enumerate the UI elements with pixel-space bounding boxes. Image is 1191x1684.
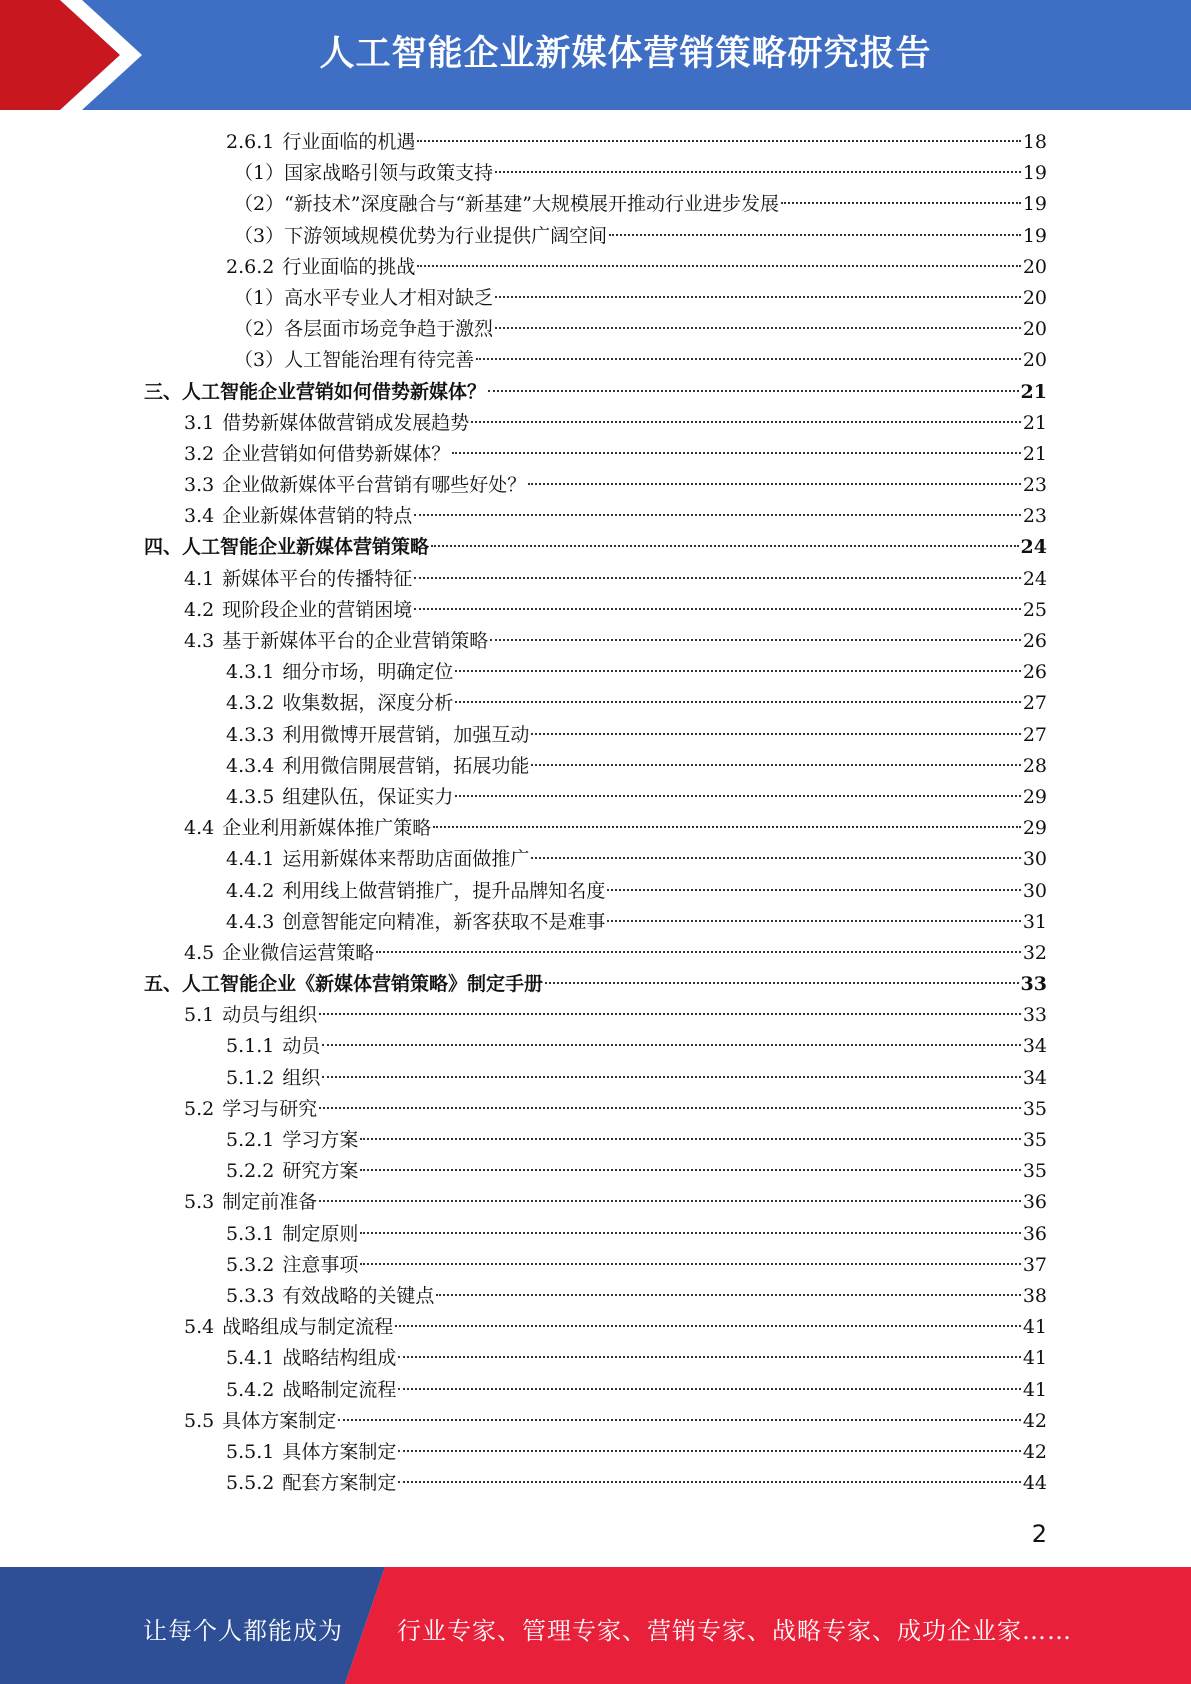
report-title: 人工智能企业新媒体营销策略研究报告	[319, 34, 932, 74]
toc-dot-leader	[395, 1325, 1021, 1327]
toc-entry-number: 4.4.3	[226, 910, 275, 933]
toc-dot-leader	[417, 265, 1020, 267]
toc-entry-title: 具体方案制定	[222, 1409, 337, 1432]
toc-entry[interactable]	[0, 127, 1191, 158]
toc-entry[interactable]	[0, 1343, 1191, 1374]
toc-entry-number: 4.5	[184, 941, 215, 964]
toc-dot-leader	[471, 421, 1021, 423]
toc-entry-number: 5.4.1	[226, 1347, 275, 1370]
toc-dot-leader	[338, 1419, 1021, 1421]
toc-dot-leader	[414, 608, 1021, 610]
toc-entry[interactable]	[0, 626, 1191, 657]
toc-entry-page: 35	[1022, 1129, 1047, 1151]
toc-entry-page: 33	[1022, 1004, 1047, 1027]
toc-entry-page: 31	[1022, 910, 1047, 933]
toc-dot-leader	[360, 1263, 1020, 1265]
toc-dot-leader	[360, 1138, 1020, 1140]
toc-entry[interactable]	[0, 1219, 1191, 1250]
toc-entry-number: 3.2	[184, 442, 215, 465]
toc-entry[interactable]	[0, 1094, 1191, 1125]
toc-entry-number: 五、	[144, 973, 183, 996]
toc-entry-title: 有效战略的关键点	[282, 1284, 435, 1307]
toc-entry[interactable]	[0, 377, 1191, 408]
toc-entry-page: 20	[1022, 349, 1047, 372]
toc-dot-leader	[414, 514, 1021, 516]
toc-entry-title: 企业利用新媒体推广策略	[222, 817, 432, 840]
toc-entry-title: 研究方案	[282, 1160, 359, 1183]
toc-entry-page: 21	[1022, 442, 1047, 465]
toc-entry-page: 34	[1022, 1066, 1047, 1089]
toc-entry-page: 41	[1022, 1347, 1047, 1370]
toc-entry-page: 26	[1022, 661, 1047, 684]
toc-entry-number: 5.5	[184, 1409, 215, 1432]
toc-entry-title: 行业面临的机遇	[282, 131, 416, 153]
toc-entry-number: 4.1	[184, 567, 215, 590]
toc-entry-number: 5.4	[184, 1316, 215, 1339]
toc-dot-leader	[781, 202, 1021, 204]
toc-entry-number: 4.3.1	[226, 661, 275, 684]
toc-entry-number: 5.2	[184, 1097, 215, 1120]
toc-entry[interactable]	[0, 813, 1191, 844]
toc-entry-title: 企业新媒体营销的特点	[222, 505, 413, 528]
toc-entry-page: 29	[1022, 785, 1047, 808]
toc-entry[interactable]	[0, 1468, 1191, 1499]
toc-entry-title: 组建队伍，保证实力	[282, 785, 454, 808]
toc-entry-number: 4.3.5	[226, 785, 275, 808]
toc-entry-title: 学习与研究	[222, 1097, 318, 1120]
toc-entry-number: 3.4	[184, 505, 215, 528]
toc-entry-title: 学习方案	[282, 1129, 359, 1151]
toc-entry-page: 34	[1022, 1035, 1047, 1058]
toc-entry-number: 4.3.3	[226, 723, 275, 746]
toc-entry-number: 2.6.2	[226, 255, 275, 278]
toc-entry-title: 人工智能企业《新媒体营销策略》制定手册	[182, 973, 544, 996]
toc-entry-number: 4.3	[184, 630, 215, 652]
toc-entry[interactable]	[0, 1187, 1191, 1218]
toc-entry[interactable]	[0, 782, 1191, 813]
toc-entry-page: 35	[1022, 1160, 1047, 1183]
toc-entry[interactable]	[0, 189, 1191, 220]
toc-dot-leader	[531, 733, 1020, 735]
toc-entry-title: 企业做新媒体平台营销有哪些好处？	[222, 474, 527, 497]
toc-entry-page: 27	[1022, 692, 1047, 715]
toc-entry-number: 5.4.2	[226, 1378, 275, 1401]
toc-entry-number: （2）	[234, 318, 285, 341]
toc-entry[interactable]	[0, 751, 1191, 782]
toc-entry-page: 19	[1022, 224, 1047, 247]
toc-dot-leader	[455, 701, 1020, 703]
toc-entry-number: 5.2.1	[226, 1129, 275, 1151]
page-header	[0, 0, 1191, 110]
toc-entry-number: 5.3	[184, 1191, 215, 1214]
toc-entry-number: 3.3	[184, 474, 215, 497]
toc-entry-page: 41	[1022, 1316, 1047, 1339]
toc-entry[interactable]	[0, 1156, 1191, 1187]
toc-entry-number: 三、	[144, 380, 183, 403]
toc-entry-page: 19	[1022, 162, 1047, 185]
toc-entry-page: 19	[1022, 193, 1047, 216]
toc-dot-leader	[322, 1076, 1020, 1078]
toc-entry-title: 国家战略引领与政策支持	[284, 162, 494, 185]
toc-entry-page: 23	[1022, 474, 1047, 497]
toc-dot-leader	[398, 1356, 1020, 1358]
toc-entry-page: 20	[1022, 255, 1047, 278]
toc-entry-title: 动员与组织	[222, 1004, 318, 1027]
toc-entry[interactable]	[0, 657, 1191, 688]
toc-entry[interactable]	[0, 408, 1191, 439]
toc-entry[interactable]	[0, 1281, 1191, 1312]
toc-dot-leader	[398, 1481, 1020, 1483]
footer-slogan-right: 行业专家、管理专家、营销专家、战略专家、成功企业家……	[397, 1617, 1072, 1645]
toc-entry-title: 人工智能企业新媒体营销策略	[182, 536, 430, 559]
toc-entry[interactable]	[0, 221, 1191, 252]
toc-entry[interactable]	[0, 158, 1191, 189]
toc-dot-leader	[360, 1169, 1020, 1171]
toc-entry-title: 企业营销如何借势新媒体？	[222, 442, 451, 465]
toc-entry-page: 30	[1022, 848, 1047, 871]
toc-entry-number: 4.3.4	[226, 754, 275, 777]
toc-entry-page: 44	[1022, 1472, 1047, 1495]
toc-entry[interactable]	[0, 1406, 1191, 1437]
toc-dot-leader	[545, 982, 1019, 984]
toc-dot-leader	[452, 452, 1021, 454]
toc-entry-number: 5.3.1	[226, 1222, 275, 1245]
toc-dot-leader	[319, 1200, 1021, 1202]
toc-entry-title: 动员	[282, 1035, 321, 1058]
toc-entry-page: 36	[1022, 1191, 1047, 1214]
toc-entry-title: 高水平专业人才相对缺乏	[284, 286, 494, 309]
toc-entry-title: 人工智能治理有待完善	[284, 349, 475, 372]
toc-entry-number: （3）	[234, 349, 285, 372]
toc-entry-page: 26	[1022, 630, 1047, 652]
toc-dot-leader	[490, 639, 1021, 641]
toc-entry-number: （1）	[234, 162, 285, 185]
toc-entry-title: 人工智能企业营销如何借势新媒体？	[182, 380, 487, 403]
toc-entry-title: 运用新媒体来帮助店面做推广	[282, 848, 530, 871]
toc-entry-page: 37	[1022, 1253, 1047, 1276]
toc-entry-title: 各层面市场竞争趋于激烈	[284, 318, 494, 341]
footer-slogan-left: 让每个人都能成为	[143, 1617, 343, 1645]
toc-entry-number: 5.3.3	[226, 1284, 275, 1307]
toc-entry-page: 20	[1022, 318, 1047, 341]
toc-entry-number: 4.4.1	[226, 848, 275, 871]
toc-entry-page: 30	[1022, 879, 1047, 902]
toc-entry-number: 5.2.2	[226, 1160, 275, 1183]
toc-entry[interactable]	[0, 470, 1191, 501]
toc-dot-leader	[607, 889, 1020, 891]
toc-dot-leader	[417, 140, 1020, 142]
toc-entry[interactable]	[0, 501, 1191, 532]
toc-entry-page: 24	[1020, 536, 1047, 559]
toc-entry-page: 18	[1022, 131, 1047, 153]
toc-entry-page: 41	[1022, 1378, 1047, 1401]
toc-entry[interactable]	[0, 1000, 1191, 1031]
toc-entry-number: 3.1	[184, 411, 215, 434]
toc-entry[interactable]	[0, 1031, 1191, 1062]
toc-entry-title: 战略结构组成	[282, 1347, 397, 1370]
toc-entry[interactable]	[0, 345, 1191, 376]
toc-entry-title: 现阶段企业的营销困境	[222, 598, 413, 621]
toc-dot-leader	[488, 390, 1019, 392]
toc-dot-leader	[319, 1107, 1021, 1109]
toc-entry[interactable]	[0, 876, 1191, 907]
toc-entry-title: 基于新媒体平台的企业营销策略	[222, 630, 489, 652]
toc-dot-leader	[495, 296, 1021, 298]
toc-entry-title: 配套方案制定	[282, 1472, 397, 1495]
toc-entry-page: 38	[1022, 1284, 1047, 1307]
toc-entry-page: 36	[1022, 1222, 1047, 1245]
toc-entry-number: 5.5.2	[226, 1472, 275, 1495]
toc-entry-title: 创意智能定向精准，新客获取不是难事	[282, 910, 606, 933]
toc-entry-page: 21	[1022, 411, 1047, 434]
toc-entry-page: 24	[1022, 567, 1047, 590]
toc-entry[interactable]	[0, 938, 1191, 969]
toc-entry-number: （3）	[234, 224, 285, 247]
toc-dot-leader	[495, 327, 1021, 329]
toc-entry-title: 企业微信运营策略	[222, 941, 375, 964]
toc-entry-title: 利用线上做营销推广，提升品牌知名度	[282, 879, 606, 902]
toc-entry-title: 细分市场，明确定位	[282, 661, 454, 684]
toc-entry-number: 4.4.2	[226, 879, 275, 902]
table-of-contents	[0, 127, 1191, 1499]
toc-entry-title: 新媒体平台的传播特征	[222, 567, 413, 590]
toc-entry[interactable]	[0, 1437, 1191, 1468]
toc-dot-leader	[376, 951, 1021, 953]
toc-entry-number: 5.5.1	[226, 1440, 275, 1463]
toc-entry-page: 23	[1022, 505, 1047, 528]
toc-entry-page: 27	[1022, 723, 1047, 746]
toc-dot-leader	[319, 1013, 1021, 1015]
toc-entry[interactable]	[0, 532, 1191, 563]
toc-entry-title: 战略组成与制定流程	[222, 1316, 394, 1339]
toc-entry-number: 4.2	[184, 598, 215, 621]
toc-dot-leader	[414, 577, 1021, 579]
toc-entry-title: “新技术”深度融合与“新基建”大规模展开推动行业进步发展	[284, 193, 779, 216]
toc-entry-number: 4.4	[184, 817, 215, 840]
toc-entry-title: 战略制定流程	[282, 1378, 397, 1401]
toc-dot-leader	[607, 920, 1020, 922]
toc-entry-number: 2.6.1	[226, 131, 275, 153]
toc-entry-title: 组织	[282, 1066, 321, 1089]
toc-entry[interactable]	[0, 688, 1191, 719]
toc-entry-number: （2）	[234, 193, 285, 216]
toc-entry[interactable]	[0, 844, 1191, 875]
toc-entry-page: 25	[1022, 598, 1047, 621]
toc-entry-title: 注意事项	[282, 1253, 359, 1276]
toc-entry-title: 利用微信開展营销，拓展功能	[282, 754, 530, 777]
toc-entry-page: 20	[1022, 286, 1047, 309]
toc-entry[interactable]	[0, 907, 1191, 938]
toc-entry-number: 5.3.2	[226, 1253, 275, 1276]
toc-dot-leader	[609, 234, 1021, 236]
toc-dot-leader	[398, 1388, 1020, 1390]
toc-entry-page: 42	[1022, 1409, 1047, 1432]
page-number: 2	[1031, 1520, 1047, 1548]
toc-entry[interactable]	[0, 969, 1191, 1000]
page-footer	[0, 1567, 1191, 1684]
toc-entry-number: 4.3.2	[226, 692, 275, 715]
toc-entry[interactable]	[0, 1063, 1191, 1094]
toc-entry-title: 具体方案制定	[282, 1440, 397, 1463]
toc-dot-leader	[360, 1232, 1020, 1234]
toc-entry-number: 5.1	[184, 1004, 215, 1027]
toc-dot-leader	[436, 1294, 1020, 1296]
toc-entry[interactable]	[0, 1312, 1191, 1343]
toc-dot-leader	[431, 545, 1019, 547]
toc-entry[interactable]	[0, 595, 1191, 626]
toc-entry[interactable]	[0, 439, 1191, 470]
toc-entry-title: 行业面临的挑战	[282, 255, 416, 278]
toc-dot-leader	[476, 358, 1021, 360]
toc-entry-title: 借势新媒体做营销成发展趋势	[222, 411, 470, 434]
toc-entry-page: 28	[1022, 754, 1047, 777]
toc-dot-leader	[531, 764, 1020, 766]
toc-dot-leader	[531, 857, 1020, 859]
toc-dot-leader	[322, 1044, 1020, 1046]
toc-entry-title: 制定前准备	[222, 1191, 318, 1214]
toc-entry-page: 32	[1022, 941, 1047, 964]
toc-entry[interactable]	[0, 1375, 1191, 1406]
toc-dot-leader	[433, 826, 1021, 828]
toc-dot-leader	[528, 483, 1021, 485]
toc-dot-leader	[495, 171, 1021, 173]
toc-entry[interactable]	[0, 314, 1191, 345]
toc-entry-page: 35	[1022, 1097, 1047, 1120]
toc-entry-page: 21	[1020, 380, 1047, 403]
toc-entry-title: 下游领域规模优势为行业提供广阔空间	[284, 224, 608, 247]
toc-entry-number: 5.1.1	[226, 1035, 275, 1058]
toc-entry-number: 5.1.2	[226, 1066, 275, 1089]
toc-entry[interactable]	[0, 1250, 1191, 1281]
toc-entry-page: 42	[1022, 1440, 1047, 1463]
toc-entry[interactable]	[0, 720, 1191, 751]
toc-entry[interactable]	[0, 1125, 1191, 1156]
toc-entry[interactable]	[0, 252, 1191, 283]
toc-entry-number: 四、	[144, 536, 183, 559]
toc-entry-page: 33	[1020, 973, 1047, 996]
toc-entry-title: 收集数据，深度分析	[282, 692, 454, 715]
toc-entry-title: 利用微博开展营销，加强互动	[282, 723, 530, 746]
toc-dot-leader	[398, 1450, 1020, 1452]
toc-dot-leader	[455, 795, 1020, 797]
toc-entry-title: 制定原则	[282, 1222, 359, 1245]
toc-entry[interactable]	[0, 283, 1191, 314]
toc-dot-leader	[455, 670, 1020, 672]
toc-entry-number: （1）	[234, 286, 285, 309]
toc-entry-page: 29	[1022, 817, 1047, 840]
toc-entry[interactable]	[0, 564, 1191, 595]
